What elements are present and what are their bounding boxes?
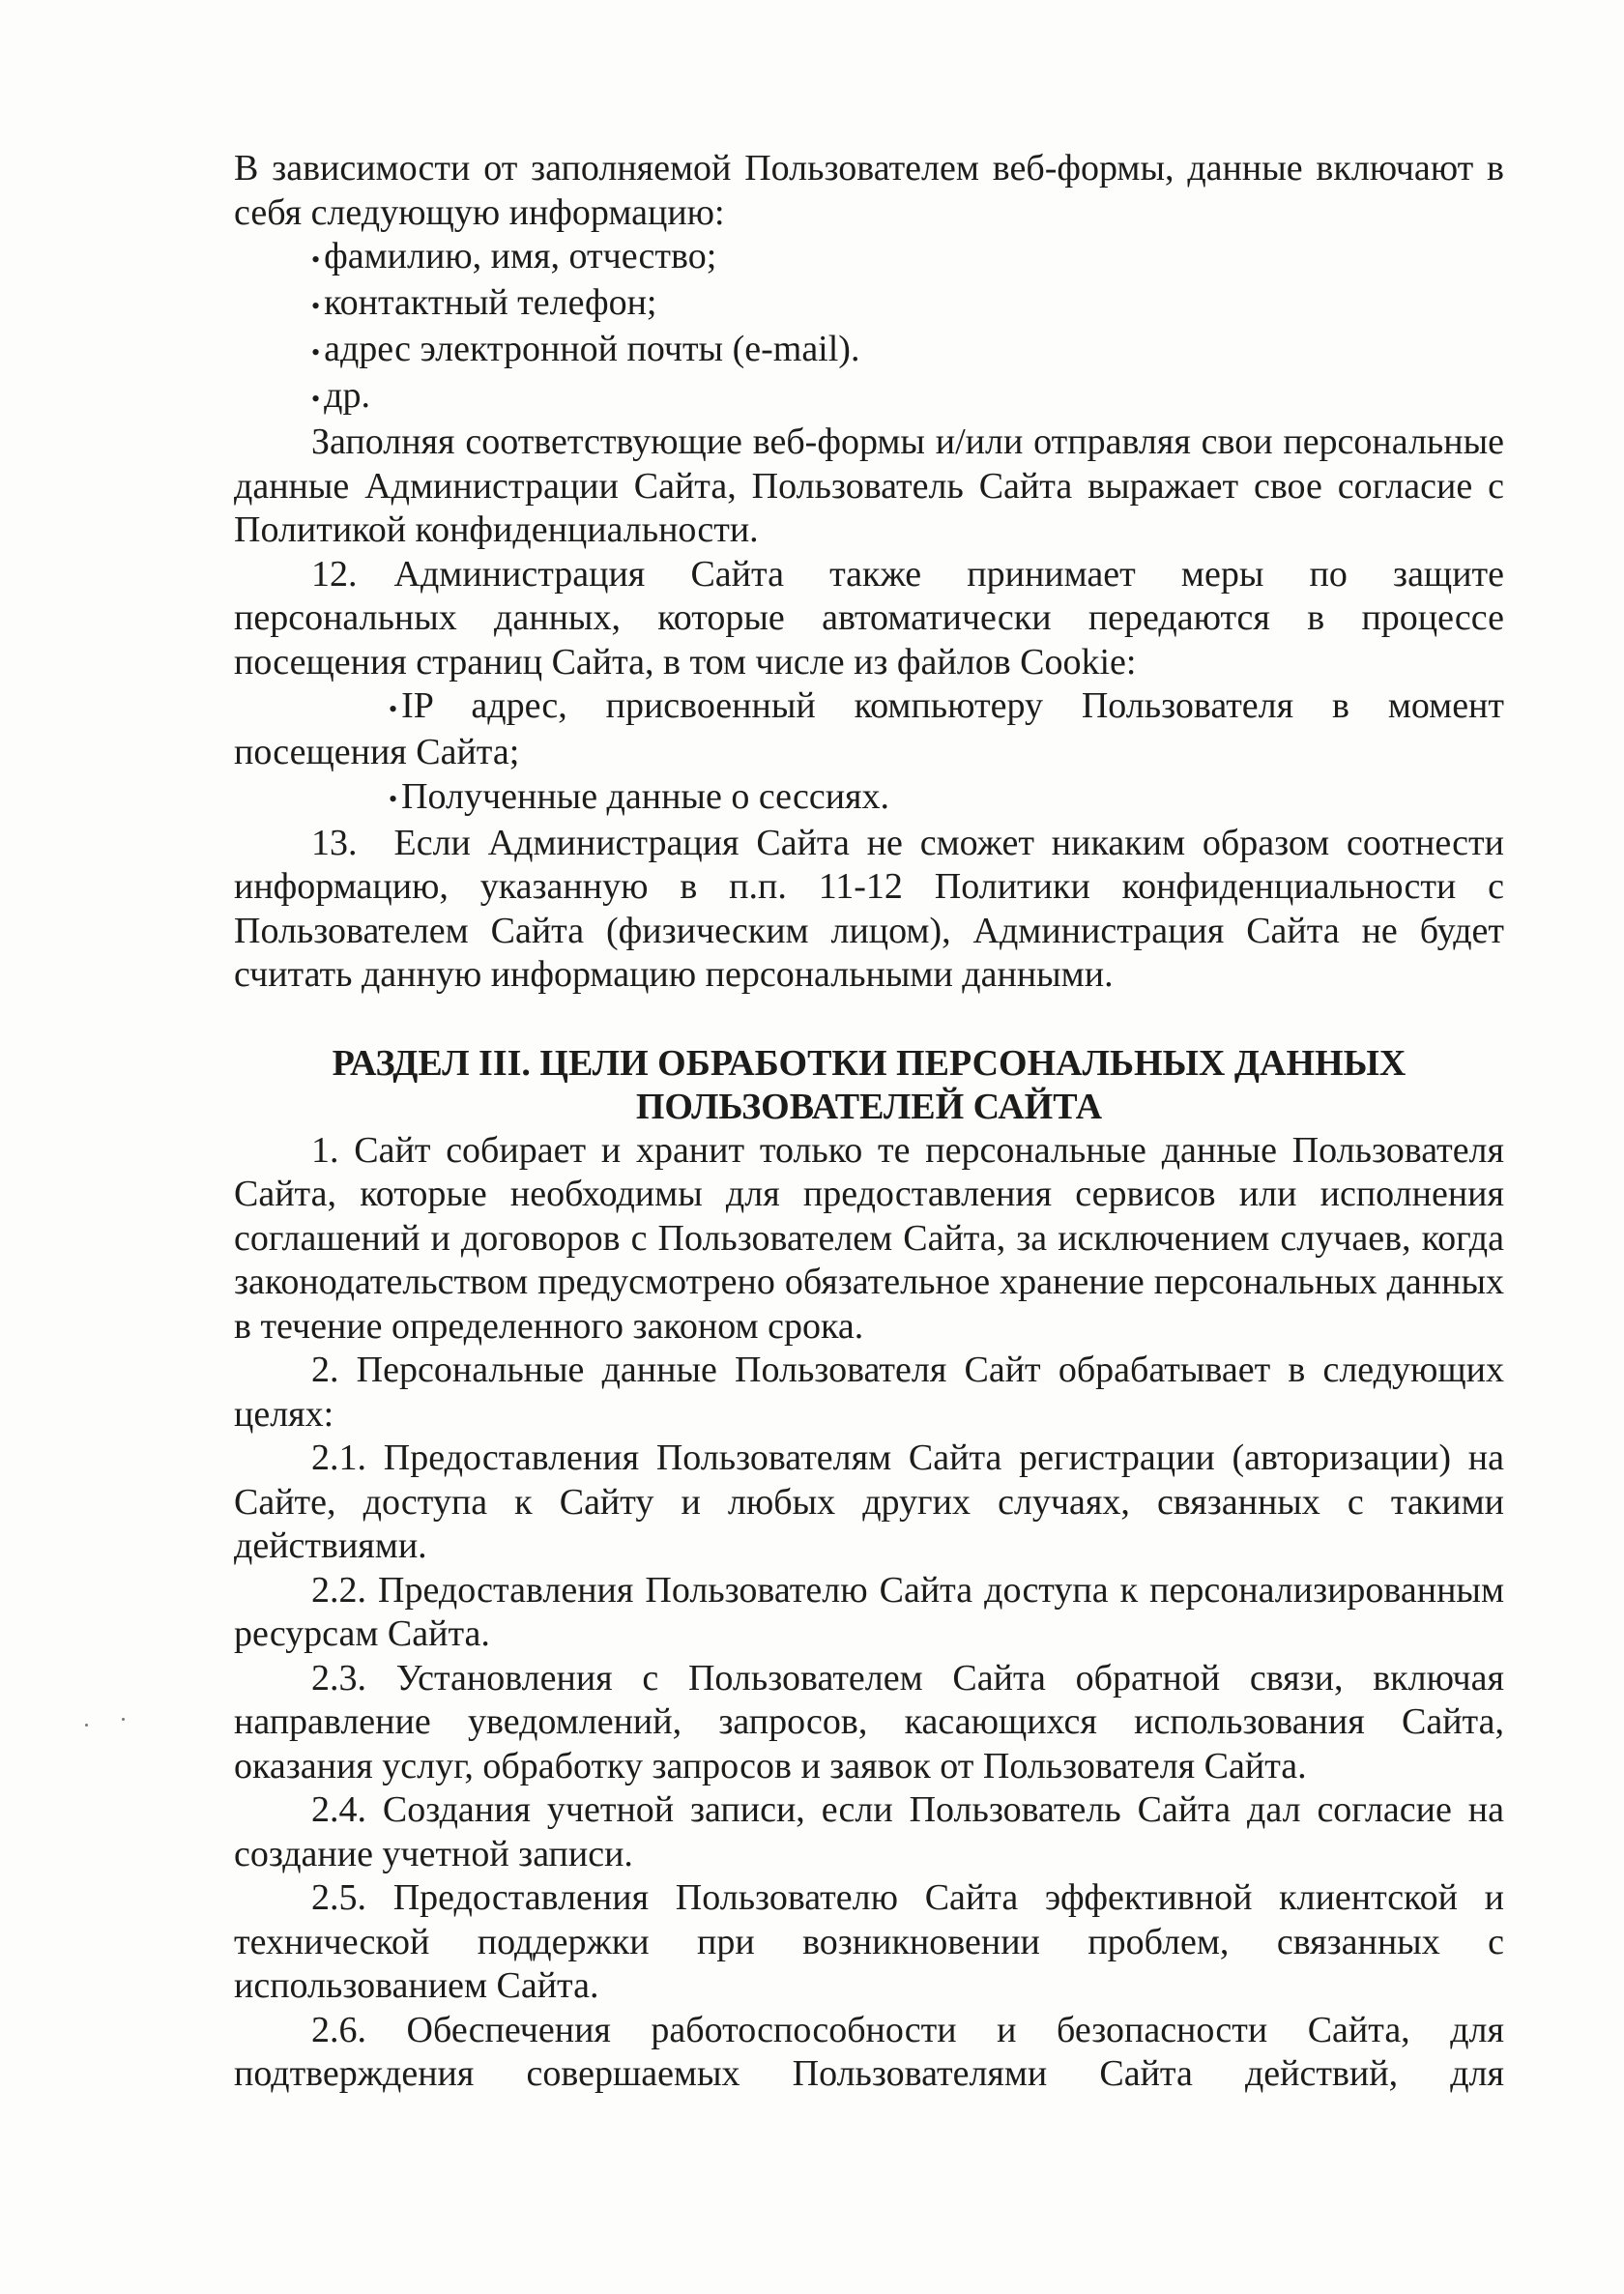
bullet-item: • др. <box>234 374 1504 421</box>
paragraph-2-5: 2.5. Предоставления Пользователю Сайта эффективной клиентской и технической поддержки при возникновении проблем, связанных с использованием Сайта. <box>234 1877 1504 2007</box>
bullet-icon: • <box>389 694 398 723</box>
bullet-item: • фамилию, имя, отчество; <box>234 235 1504 281</box>
item-13: 13. Если Администрация Сайта не сможет никаким образом соотнести информацию, указанную в п.п. 11-12 Политики конфиденциальности с Пользователем Сайта (физическим лицом), Администрация Сайта не будет считать данную информацию персональными данными. <box>234 822 1504 996</box>
item-12: 12. Администрация Сайта также принимает меры по защите персональных данных, которые автоматически передаются в процессе посещения страниц Сайта, в том числе из файлов Cookie: <box>234 553 1504 682</box>
paragraph-2-2: 2.2. Предоставления Пользователю Сайта доступа к персонализированным ресурсам Сайта. <box>234 1569 1504 1655</box>
paragraph-2-6: 2.6. Обеспечения работоспособности и безопасности Сайта, для подтверждения совершаемых Пользователями Сайта действий, для <box>234 2009 1504 2095</box>
document-body <box>234 147 1504 2097</box>
bullet-icon: • <box>311 245 321 274</box>
paragraph-2-3: 2.3. Установления с Пользователем Сайта обратной связи, включая направление уведомлений, запросов, касающихся использования Сайта, оказания услуг, обработку запросов и заявок от Пользователя Сайта. <box>234 1657 1504 1786</box>
bullet-item: • контактный телефон; <box>234 281 1504 328</box>
bullet-icon: • <box>389 785 398 814</box>
bullet-item: • адрес электронной почты (e-mail). <box>234 328 1504 374</box>
bullet-icon: • <box>311 337 321 366</box>
paragraph-2: 2. Персональные данные Пользователя Сайт обрабатывает в следующих целях: <box>234 1350 1504 1435</box>
scan-speck <box>85 1724 88 1727</box>
paragraph-1: 1. Сайт собирает и хранит только те персональные данные Пользователя Сайта, которые необходимы для предоставления сервисов или исполнения соглашений и договоров с Пользователем Сайта, за исключением случаев, когда законодательством предусмотрено обязательное хранение персональных данных в течение определенного законом срока. <box>234 1129 1504 1347</box>
paragraph-2-1: 2.1. Предоставления Пользователям Сайта регистрации (авторизации) на Сайте, доступа к Сайту и любых других случаях, связанных с такими действиями. <box>234 1437 1504 1567</box>
section-heading: РАЗДЕЛ III. ЦЕЛИ ОБРАБОТКИ ПЕРСОНАЛЬНЫХ ДАННЫХ ПОЛЬЗОВАТЕЛЕЙ САЙТА <box>332 1042 1406 1127</box>
scan-speck <box>122 1718 125 1721</box>
cookie-bullet: • IP адрес, присвоенный компьютеру Пользователя в момент посещения Сайта; <box>234 685 1504 773</box>
paragraph-2-4: 2.4. Создания учетной записи, если Пользователь Сайта дал согласие на создание учетной записи. <box>234 1789 1504 1874</box>
bullet-icon: • <box>311 291 321 320</box>
consent-paragraph: Заполняя соответствующие веб-формы и/или отправляя свои персональные данные Администрации Сайта, Пользователь Сайта выражает свое согласие с Политикой конфиденциальности. <box>234 421 1504 551</box>
intro-paragraph: В зависимости от заполняемой Пользователем веб-формы, данные включают в себя следующую информацию: <box>234 148 1504 233</box>
cookie-bullet: • Полученные данные о сессиях. <box>234 775 1504 822</box>
bullet-icon: • <box>311 384 321 413</box>
